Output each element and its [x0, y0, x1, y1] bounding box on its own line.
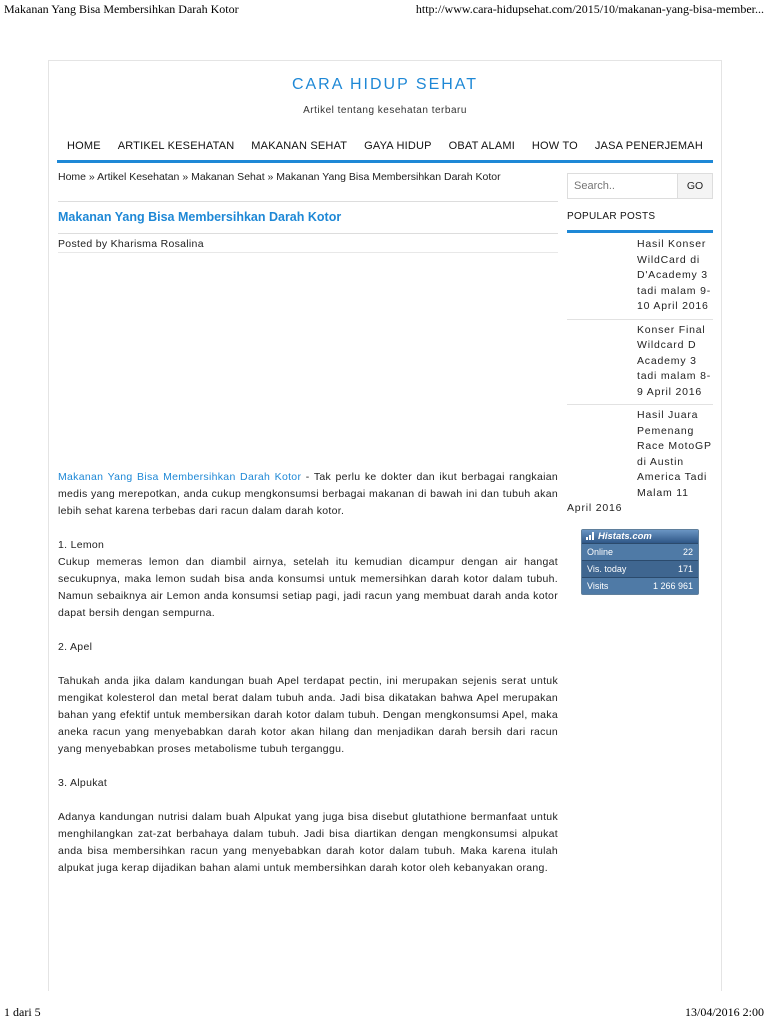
section-body-alpukat: Adanya kandungan nutrisi dalam buah Alpukat yang juga bisa disebut glutathione bermanfaat untuk menghilangkan zat-zat berbahaya dalam tubuh. Jadi bisa diartikan dengan mengkonsumsi alpukat anda bisa membersihkan racun yang menyebabkan darah kotor dalam tubuh. Maka karena itulah alpukat juga kerap dijadikan bahan alami untuk membersihkan darah kotor oleh kebanyakan orang. [58, 811, 558, 874]
section-heading-lemon: 1. Lemon [58, 539, 105, 551]
search-go-button[interactable]: GO [677, 174, 712, 198]
article-lead [58, 469, 558, 520]
histats-value: 22 [682, 546, 693, 557]
breadcrumb[interactable]: Home » Artikel Kesehatan » Makanan Sehat » Makanan Yang Bisa Membersihkan Darah Kotor [58, 171, 501, 183]
histats-label: Online [587, 546, 614, 557]
section-heading-apel: 2. Apel [58, 641, 93, 653]
article-body [58, 469, 558, 877]
search-input[interactable] [568, 174, 677, 198]
popular-post-link[interactable]: Hasil Juara Pemenang Race MotoGP di Austin America Tadi Malam 11 April 2016 [567, 409, 712, 514]
section-body-lemon: Cukup memeras lemon dan diambil airnya, setelah itu kemudian dicampur dengan air hangat secukupnya, maka lemon sudah bisa anda konsumsi untuk memersihkan darah kotor dalam tubuh. Namun sebaiknya air Lemon anda konsumsi setiap pagi, jadi racun yang membuat darah anda kotor dapat bersih dengan sempurna. [58, 556, 558, 619]
popular-post-item [567, 237, 713, 320]
nav-obat-alami[interactable]: OBAT ALAMI [448, 139, 516, 152]
author-divider [58, 252, 558, 253]
histats-brand: Histats.com [598, 530, 652, 542]
post-thumbnail[interactable] [567, 323, 637, 401]
main-nav [57, 131, 713, 163]
print-page-title: Makanan Yang Bisa Membersihkan Darah Kotor [4, 2, 239, 16]
popular-posts-title: POPULAR POSTS [567, 211, 713, 233]
breadcrumb-divider [58, 201, 558, 202]
post-thumbnail[interactable] [567, 408, 637, 486]
print-header [0, 0, 768, 20]
histats-label: Visits [587, 580, 609, 591]
histats-header [582, 530, 698, 543]
nav-artikel-kesehatan[interactable]: ARTIKEL KESEHATAN [117, 139, 235, 152]
histats-value: 1 266 961 [652, 580, 693, 591]
popular-post-link[interactable]: Konser Final Wildcard D Academy 3 tadi malam 8-9 April 2016 [637, 323, 712, 398]
print-page-number: 1 dari 5 [4, 1005, 41, 1019]
print-datetime: 13/04/2016 2:00 [684, 1005, 764, 1019]
popular-post-link[interactable]: Hasil Konser WildCard di D'Academy 3 tadi malam 9-10 April 2016 [637, 238, 712, 312]
sidebar [567, 173, 713, 595]
popular-post-item [567, 408, 713, 521]
section-body-apel: Tahukah anda jika dalam kandungan buah Apel terdapat pectin, ini merupakan sejenis serat untuk mengikat kolesterol dan metal berat dalam tubuh anda. Jadi bisa dikatakan bahwa Apel merupakan bahan yang efektif untuk membersikan darah kotor dalam tubuh. Dengan mengkonsumsi Apel, maka aneka racun yang menyebabkan darah kotor akan hilang dan menjadikan darah bersih dari racun yang menyebabkan proses metabolisme tubuh terganggu. [58, 675, 558, 755]
histats-row-today [582, 560, 698, 577]
lead-text: - Tak perlu ke dokter dan ikut berbagai rangkaian medis yang merepotkan, anda cukup mengkonsumsi berbagai makanan di bawah ini dan tubuh akan lebih sehat karena terbebas dari racun dalam darah kotor. [58, 471, 558, 517]
site-title[interactable]: CARA HIDUP SEHAT [291, 76, 479, 93]
print-url: http://www.cara-hidupsehat.com/2015/10/makanan-yang-bisa-member... [415, 2, 764, 16]
histats-value: 171 [677, 563, 693, 574]
lead-link[interactable]: Makanan Yang Bisa Membersihkan Darah Kotor [58, 471, 302, 483]
site-tagline: Artikel tentang kesehatan terbaru [303, 105, 467, 116]
search-form [567, 173, 713, 199]
title-divider [58, 233, 558, 234]
popular-posts-list [567, 237, 713, 521]
histats-counter-widget[interactable] [581, 529, 699, 595]
histats-label: Vis. today [587, 563, 627, 574]
section-heading-alpukat: 3. Alpukat [58, 777, 108, 789]
post-thumbnail[interactable] [567, 237, 637, 315]
popular-post-item [567, 323, 713, 406]
print-footer [0, 1002, 768, 1024]
nav-how-to[interactable]: HOW TO [531, 139, 578, 152]
post-author: Posted by Kharisma Rosalina [58, 238, 204, 250]
nav-home[interactable]: HOME [67, 139, 101, 152]
nav-gaya-hidup[interactable]: GAYA HIDUP [364, 139, 432, 152]
nav-makanan-sehat[interactable]: MAKANAN SEHAT [251, 139, 348, 152]
histats-row-online [582, 543, 698, 560]
histats-row-visits [582, 577, 698, 594]
post-title[interactable]: Makanan Yang Bisa Membersihkan Darah Kotor [58, 210, 342, 224]
blog-page [48, 60, 722, 991]
bar-chart-icon [586, 532, 594, 540]
paragraph-gap [58, 792, 558, 809]
paragraph-gap [58, 656, 558, 673]
nav-jasa-penerjemah[interactable]: JASA PENERJEMAH [594, 139, 703, 152]
